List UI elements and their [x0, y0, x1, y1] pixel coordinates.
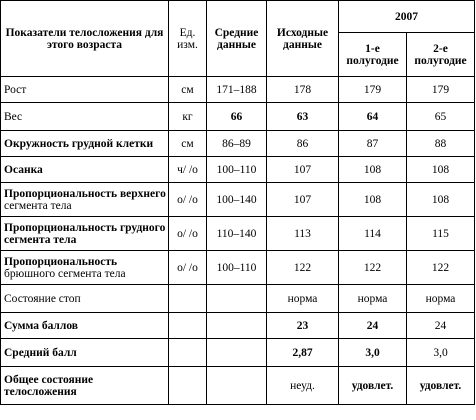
unit-cell: о/ /о	[169, 251, 207, 285]
unit-cell	[169, 285, 207, 313]
header-indicators: Показатели телосложения для этого возраста	[1, 1, 169, 77]
summary-name: Общее состояние телосложения	[1, 367, 169, 405]
initial-cell: 2,87	[267, 339, 339, 367]
initial-cell: 178	[267, 77, 339, 103]
average-cell	[207, 285, 267, 313]
table-row	[1, 217, 475, 251]
average-cell	[207, 313, 267, 339]
initial-cell: 23	[267, 313, 339, 339]
half2-cell: удовлет.	[407, 367, 475, 405]
table-row	[1, 285, 475, 313]
average-cell	[207, 339, 267, 367]
table-row	[1, 339, 475, 367]
header-unit: Ед. изм.	[169, 1, 207, 77]
table-row	[1, 157, 475, 183]
half1-cell: норма	[339, 285, 407, 313]
summary-name: Состояние стоп	[1, 285, 169, 313]
indicator-name: Пропорциональность верхнего сегмента тела	[1, 183, 169, 217]
half2-cell: норма	[407, 285, 475, 313]
average-cell: 171–188	[207, 77, 267, 103]
table-row	[1, 131, 475, 157]
half2-cell: 24	[407, 313, 475, 339]
half2-cell: 88	[407, 131, 475, 157]
initial-cell: 63	[267, 103, 339, 131]
header-half1: 1-е полугодие	[339, 33, 407, 77]
table-row	[1, 313, 475, 339]
average-cell: 100–110	[207, 157, 267, 183]
half1-cell: 108	[339, 157, 407, 183]
half2-cell: 122	[407, 251, 475, 285]
indicator-name: Пропорциональность грудного сегмента тела	[1, 217, 169, 251]
initial-cell: неуд.	[267, 367, 339, 405]
initial-cell: 86	[267, 131, 339, 157]
average-cell: 110–140	[207, 217, 267, 251]
initial-cell: 107	[267, 157, 339, 183]
table-row	[1, 183, 475, 217]
indicator-name: Окружность грудной клетки	[1, 131, 169, 157]
table-row	[1, 103, 475, 131]
average-cell	[207, 367, 267, 405]
average-cell: 100–140	[207, 183, 267, 217]
unit-cell	[169, 313, 207, 339]
average-cell: 86–89	[207, 131, 267, 157]
summary-name: Сумма баллов	[1, 313, 169, 339]
half1-cell: удовлет.	[339, 367, 407, 405]
header-half2: 2-е полугодие	[407, 33, 475, 77]
unit-cell: о/ /о	[169, 183, 207, 217]
average-cell: 100–110	[207, 251, 267, 285]
indicator-name: Пропорциональность брюшного сегмента тела	[1, 251, 169, 285]
average-cell: 66	[207, 103, 267, 131]
unit-cell: см	[169, 77, 207, 103]
header-initial: Исходные данные	[267, 1, 339, 77]
half1-cell: 87	[339, 131, 407, 157]
indicator-name: Вес	[1, 103, 169, 131]
half1-cell: 64	[339, 103, 407, 131]
table-row	[1, 251, 475, 285]
initial-cell: 107	[267, 183, 339, 217]
half2-cell: 179	[407, 77, 475, 103]
half1-cell: 122	[339, 251, 407, 285]
unit-cell: кг	[169, 103, 207, 131]
half1-cell: 24	[339, 313, 407, 339]
half1-cell: 114	[339, 217, 407, 251]
indicator-name: Осанка	[1, 157, 169, 183]
half1-cell: 108	[339, 183, 407, 217]
unit-cell	[169, 367, 207, 405]
half2-cell: 65	[407, 103, 475, 131]
summary-name: Средний балл	[1, 339, 169, 367]
unit-cell	[169, 339, 207, 367]
table-row	[1, 77, 475, 103]
half2-cell: 3,0	[407, 339, 475, 367]
unit-cell: о/ /о	[169, 217, 207, 251]
table-row	[1, 367, 475, 405]
initial-cell: норма	[267, 285, 339, 313]
half2-cell: 108	[407, 157, 475, 183]
half1-cell: 179	[339, 77, 407, 103]
initial-cell: 113	[267, 217, 339, 251]
initial-cell: 122	[267, 251, 339, 285]
half2-cell: 115	[407, 217, 475, 251]
unit-cell: ч/ /о	[169, 157, 207, 183]
half2-cell: 108	[407, 183, 475, 217]
header-average: Средние данные	[207, 1, 267, 77]
indicator-name: Рост	[1, 77, 169, 103]
unit-cell: см	[169, 131, 207, 157]
header-year: 2007	[339, 1, 475, 33]
half1-cell: 3,0	[339, 339, 407, 367]
